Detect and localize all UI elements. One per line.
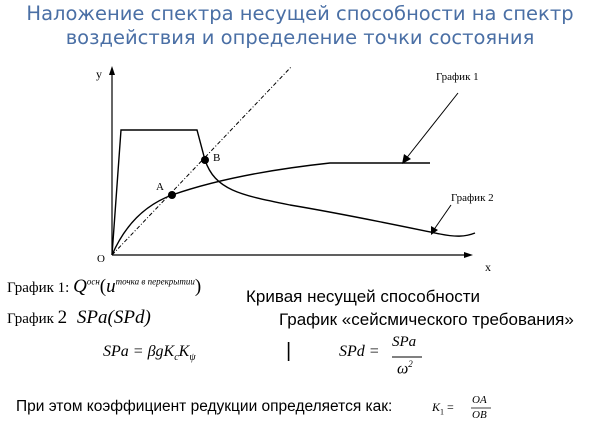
- formula-q-sup: осн: [86, 276, 100, 287]
- title-line-2: воздействия и определение точки состояния: [65, 26, 535, 49]
- k1-equals: =: [447, 400, 454, 414]
- graph-1-label: График 1: [436, 71, 479, 83]
- y-axis-label: y: [96, 67, 102, 81]
- graph-1-curve: [112, 130, 475, 255]
- spd-formula-lhs: SPd =: [339, 343, 380, 360]
- spa-formula-k: K: [178, 343, 190, 360]
- spa-formula: [103, 343, 196, 363]
- k1-denominator: OB: [472, 409, 487, 421]
- graph-2-number: 2: [57, 307, 68, 328]
- graph-2-curve: [112, 163, 430, 255]
- point-a-label: A: [156, 181, 164, 193]
- spd-omega: ω: [397, 360, 409, 378]
- graph-2-leader: [433, 205, 451, 231]
- reduction-text: При этом коэффициент редукции определяется как:: [16, 398, 393, 415]
- graph-2-prefix: График: [7, 311, 54, 327]
- spd-formula-denominator: [397, 359, 413, 378]
- point-a: [168, 191, 176, 199]
- k1-symbol: K: [432, 400, 441, 414]
- spa-formula-lhs: SPa = βgK: [103, 343, 175, 360]
- y-axis-arrow: [109, 66, 115, 75]
- graph-1-formula-row: [7, 276, 201, 298]
- graph-1-leader: [405, 93, 458, 160]
- point-b-label: B: [213, 152, 221, 164]
- origin-label: O: [97, 253, 105, 265]
- graph-1-formula: $Q^{осн}(u^{точка в перекрытии})$: [73, 276, 202, 297]
- point-b: [201, 156, 209, 164]
- formula-u-sup: точка в перекрытии: [115, 276, 195, 287]
- spd-formula-numerator: SPa: [392, 334, 417, 350]
- spd-omega-sup: 2: [408, 359, 413, 369]
- k1-numerator: OA: [472, 394, 487, 406]
- k1-lhs: [432, 400, 454, 416]
- spa-formula-sub-c: c: [174, 352, 179, 364]
- graph-2-formula: SPa(SPd): [76, 307, 151, 328]
- graph-2-label: График 2: [451, 192, 494, 204]
- k1-subscript: 1: [440, 407, 445, 417]
- formula-separator: |: [286, 340, 292, 362]
- graph-1-description: Кривая несущей способности: [246, 287, 481, 306]
- x-axis-label: x: [485, 260, 491, 274]
- title-line-1: Наложение спектра несущей способности на спектр: [26, 2, 574, 25]
- formula-q: Q: [73, 276, 87, 297]
- spa-formula-sub-psi: ψ: [189, 352, 196, 364]
- graph-2-formula-row: [7, 307, 151, 329]
- formula-u: u: [106, 276, 116, 297]
- graph-2-description: График «сейсмического требования»: [279, 310, 574, 329]
- x-axis-arrow: [464, 252, 473, 258]
- graph-1-prefix: График 1:: [7, 280, 70, 296]
